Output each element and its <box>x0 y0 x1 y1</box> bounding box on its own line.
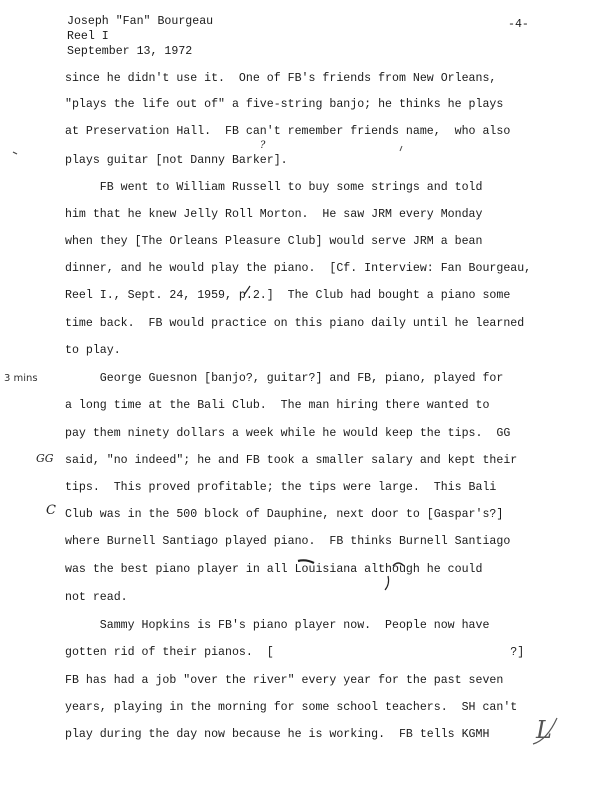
body-line: since he didn't use it. One of FB's friends from New Orleans, <box>65 72 497 85</box>
body-line: him that he knew Jelly Roll Morton. He saw JRM every Monday <box>65 208 483 221</box>
body-line: Reel I., Sept. 24, 1959, p.2.] The Club had bought a piano some <box>65 289 511 302</box>
body-line: FB has had a job "over the river" every year for the past seven <box>65 674 504 687</box>
handwritten-c-insert: C <box>46 503 56 518</box>
header-date: September 13, 1972 <box>67 45 193 58</box>
body-line: plays guitar [not Danny Barker]. <box>65 154 288 167</box>
caret-insert-mark <box>385 576 389 590</box>
margin-tick-mark <box>400 146 402 151</box>
margin-dot-mark <box>13 152 17 154</box>
handwritten-query-mark: ? <box>260 140 266 151</box>
body-line: gotten rid of their pianos. [ ?] <box>65 646 525 659</box>
body-line: George Guesnon [banjo?, guitar?] and FB, piano, played for <box>65 372 504 385</box>
page-number: -4- <box>508 18 529 31</box>
body-line: when they [The Orleans Pleasure Club] would serve JRM a bean <box>65 235 483 248</box>
body-line: was the best piano player in all Louisiana although he could <box>65 563 483 576</box>
body-line: time back. FB would practice on this piano daily until he learned <box>65 317 525 330</box>
body-line: a long time at the Bali Club. The man hiring there wanted to <box>65 399 490 412</box>
time-marker-note: 3 mins <box>4 373 38 384</box>
body-line: not read. <box>65 591 128 604</box>
handwritten-initials: L <box>536 716 552 744</box>
body-line: pay them ninety dollars a week while he would keep the tips. GG <box>65 427 511 440</box>
body-line: dinner, and he would play the piano. [Cf. Interview: Fan Bourgeau, <box>65 262 532 275</box>
body-line: "plays the life out of" a five-string banjo; he thinks he plays <box>65 98 504 111</box>
body-line: tips. This proved profitable; the tips were large. This Bali <box>65 481 497 494</box>
body-line: to play. <box>65 344 121 357</box>
body-line: play during the day now because he is working. FB tells KGMH <box>65 728 490 741</box>
body-line: said, "no indeed"; he and FB took a smaller salary and kept their <box>65 454 518 467</box>
body-line: at Preservation Hall. FB can't remember friends name, who also <box>65 125 511 138</box>
header-name: Joseph "Fan" Bourgeau <box>67 15 214 28</box>
body-line: where Burnell Santiago played piano. FB thinks Burnell Santiago <box>65 535 511 548</box>
body-line: Club was in the 500 block of Dauphine, next door to [Gaspar's?] <box>65 508 504 521</box>
handwritten-gg-insert: GG <box>36 452 54 465</box>
body-line: Sammy Hopkins is FB's piano player now. People now have <box>65 619 490 632</box>
header-reel: Reel I <box>67 30 109 43</box>
body-line: years, playing in the morning for some school teachers. SH can't <box>65 701 518 714</box>
body-line: FB went to William Russell to buy some strings and told <box>65 181 483 194</box>
